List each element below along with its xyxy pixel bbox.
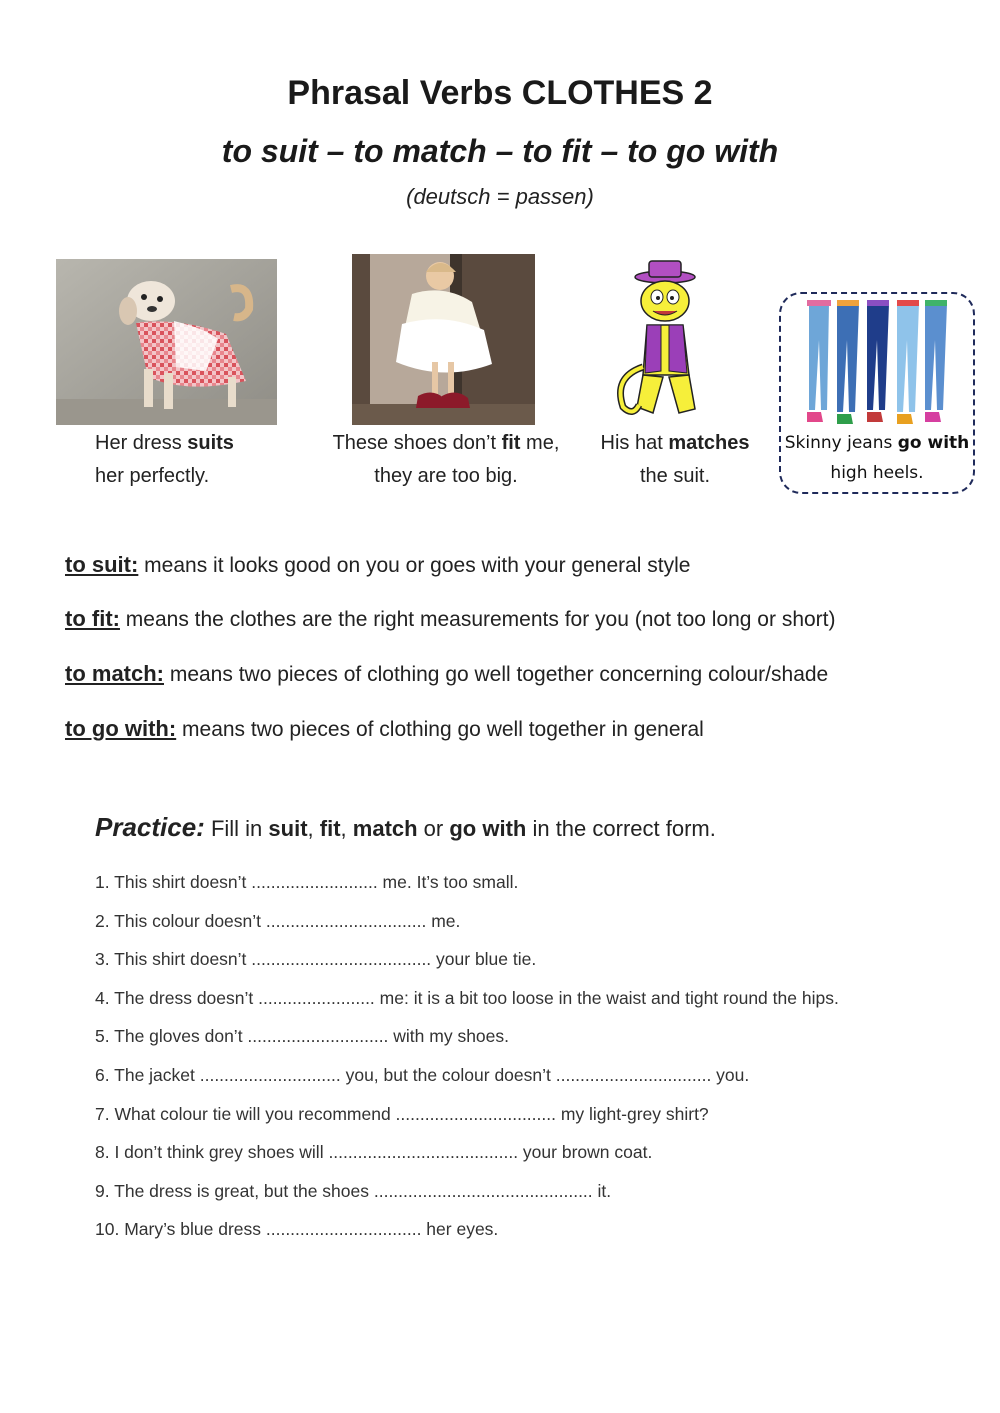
definition-suit: to suit: means it looks good on you or goes with your general style <box>65 552 691 577</box>
skinny-jeans-image <box>797 300 957 428</box>
translation-note: (deutsch = passen) <box>406 184 594 209</box>
page-subtitle: to suit – to match – to fit – to go with <box>221 133 779 169</box>
girl-in-shoes-image <box>352 254 535 425</box>
exercise-item: 6. The jacket ............................. you, but the colour doesn’t ................................ you. <box>95 1064 750 1085</box>
definition-match: to match: means two pieces of clothing go well together concerning colour/shade <box>65 661 829 686</box>
dog-in-dress-image <box>56 259 277 425</box>
jeans-example-box <box>779 292 975 494</box>
example-caption-fit: These shoes don’t fit me, they are too big. <box>332 432 560 487</box>
cartoon-cat-image <box>613 257 725 421</box>
exercise-item: 1. This shirt doesn’t .......................... me. It’s too small. <box>95 872 519 892</box>
exercise-item: 4. The dress doesn’t ........................ me: it is a bit too loose in the waist and tight round the hips. <box>95 987 839 1008</box>
exercise-item: 10. Mary’s blue dress ................................ her eyes. <box>95 1219 499 1240</box>
exercise-item: 2. This colour doesn’t ................................. me. <box>95 910 461 931</box>
page-title: Phrasal Verbs CLOTHES 2 <box>287 74 713 112</box>
example-caption-match: His hat matches the suit. <box>600 432 750 487</box>
practice-instructions: Practice: Fill in suit, fit, match or go with in the correct form. <box>95 812 716 842</box>
exercise-item: 8. I don’t think grey shoes will ....................................... your brown coat. <box>95 1142 653 1163</box>
exercise-item: 3. This shirt doesn’t ..................................... your blue tie. <box>95 949 537 970</box>
exercise-item: 7. What colour tie will you recommend ................................. my light-grey shirt? <box>95 1103 709 1124</box>
example-caption-go-with: Skinny jeans go with high heels. <box>784 433 970 483</box>
exercise-item: 5. The gloves don’t ............................. with my shoes. <box>95 1026 510 1047</box>
exercise-list <box>95 870 839 1256</box>
exercise-item: 9. The dress is great, but the shoes ............................................. it. <box>95 1180 612 1201</box>
example-caption-suit: Her dress suits her perfectly. <box>95 432 234 487</box>
definition-go-with: to go with: means two pieces of clothing go well together in general <box>65 716 704 741</box>
definition-fit: to fit: means the clothes are the right measurements for you (not too long or short) <box>65 606 836 631</box>
